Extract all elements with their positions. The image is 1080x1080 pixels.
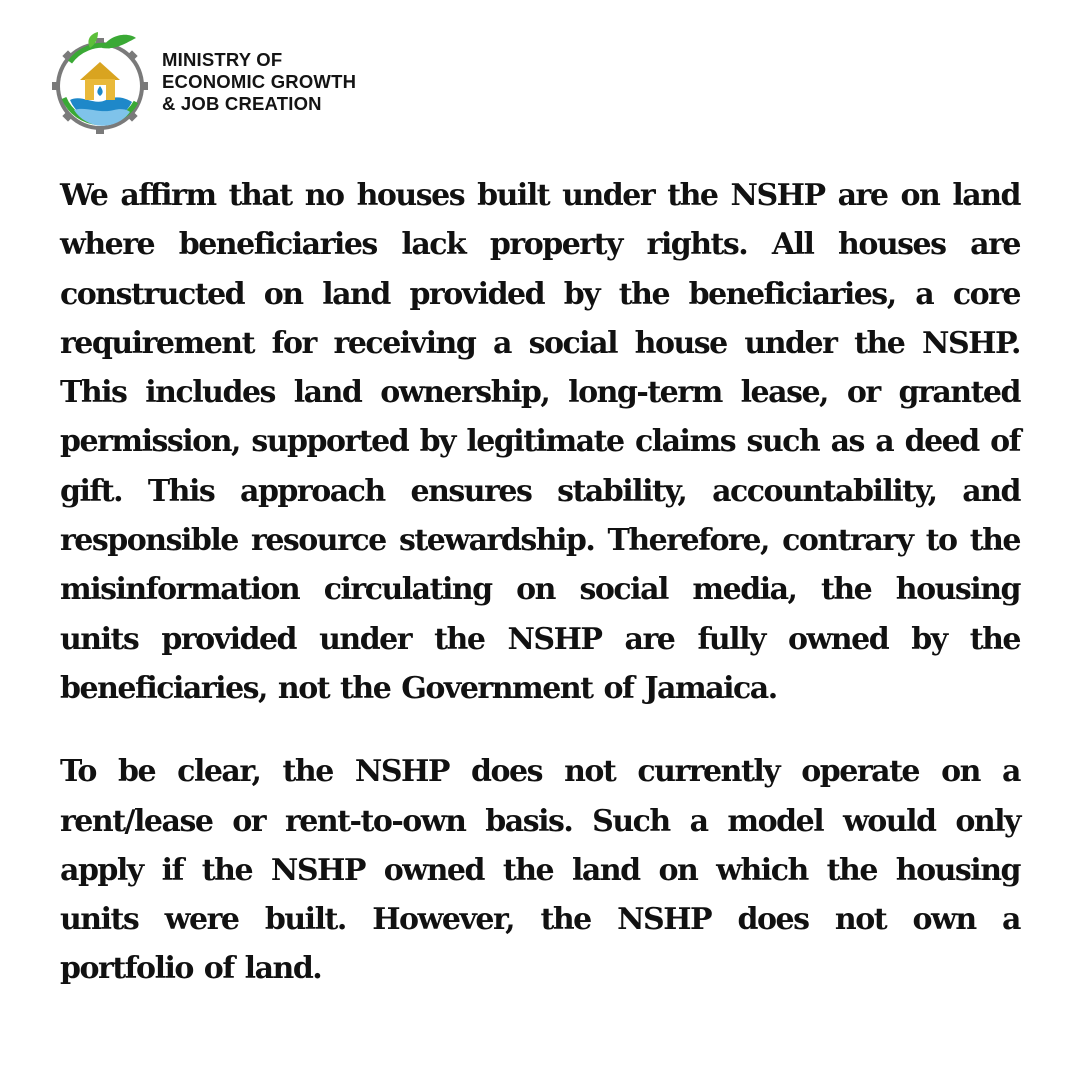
ministry-name-line-3: & JOB CREATION bbox=[162, 93, 322, 114]
ministry-name bbox=[162, 49, 356, 115]
statement-paragraph-1: We affirm that no houses built under the NSHP are on land where beneficiaries lack property rights. All houses are constructed on land provided by the beneficiaries, a core requirement for receiving a social house under the NSHP. This includes land ownership, long-term lease, or granted permission, supported by legitimate claims such as a deed of gift. This approach ensures stability, accountability, and responsible resource stewardship. Therefore, contrary to the misinformation circulating on social media, the housing units provided under the NSHP are fully owned by the beneficiaries, not the Government of Jamaica. bbox=[60, 178, 1020, 706]
ministry-header bbox=[50, 28, 356, 136]
ministry-name-line-1: MINISTRY OF bbox=[162, 49, 283, 70]
statement-paragraph-2: To be clear, the NSHP does not currently operate on a rent/lease or rent-to-own basis. Such a model would only apply if the NSHP owned the land on which the housing units were built. However, the NSHP does not own a portfolio of land. bbox=[60, 754, 1020, 987]
ministry-name-line-2: ECONOMIC GROWTH bbox=[162, 71, 357, 92]
statement-body bbox=[60, 171, 1020, 994]
ministry-logo-icon bbox=[50, 28, 150, 136]
